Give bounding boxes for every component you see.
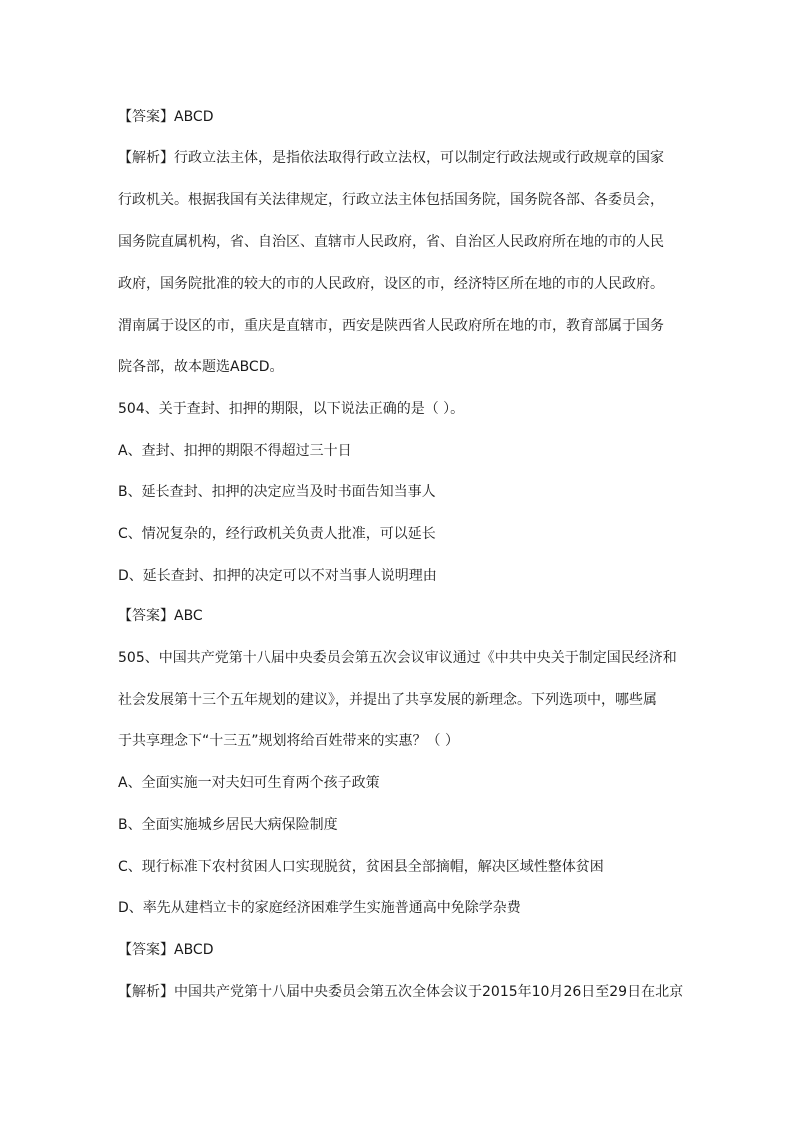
analysis-line: 政府，国务院批准的较大的市的人民政府，设区的市，经济特区所在地的市的人民政府。 [118, 276, 664, 292]
question-505-cont: 社会发展第十三个五年规划的建议》，并提出了共享发展的新理念。下列选项中，哪些属 [118, 692, 657, 708]
analysis-line: 行政机关。根据我国有关法律规定，行政立法主体包括国务院，国务院各部、各委员会， [118, 192, 664, 208]
option-d: D、率先从建档立卡的家庭经济困难学生实施普通高中免除学杂费 [118, 900, 521, 916]
option-c: C、现行标准下农村贫困人口实现脱贫，贫困县全部摘帽，解决区域性整体贫困 [118, 859, 604, 875]
analysis-line: 院各部，故本题选ABCD。 [118, 359, 284, 375]
analysis-line: 渭南属于设区的市，重庆是直辖市，西安是陕西省人民政府所在地的市，教育部属于国务 [118, 318, 664, 334]
option-b: B、全面实施城乡居民大病保险制度 [118, 817, 338, 833]
option-b: B、延长查封、扣押的决定应当及时书面告知当事人 [118, 484, 436, 500]
answer-label: 【答案】ABCD [118, 109, 214, 125]
answer-label: 【答案】ABCD [118, 942, 214, 958]
option-a: A、全面实施一对夫妇可生育两个孩子政策 [118, 775, 380, 791]
question-505: 505、中国共产党第十八届中央委员会第五次会议审议通过《中共中央关于制定国民经济和 [118, 650, 677, 666]
analysis-line: 【解析】行政立法主体，是指依法取得行政立法权，可以制定行政法规或行政规章的国家 [118, 150, 664, 166]
question-505-cont: 于共享理念下“十三五”规划将给百姓带来的实惠？（ ） [118, 733, 459, 749]
option-a: A、查封、扣押的期限不得超过三十日 [118, 443, 352, 459]
answer-label: 【答案】ABC [118, 608, 203, 624]
analysis-line: 【解析】中国共产党第十八届中央委员会第五次全体会议于2015年10月26日至29日在北京 [118, 984, 684, 1000]
question-504: 504、关于查封、扣押的期限，以下说法正确的是（ ）。 [118, 401, 465, 417]
option-c: C、情况复杂的，经行政机关负责人批准，可以延长 [118, 526, 436, 542]
analysis-line: 国务院直属机构，省、自治区、直辖市人民政府，省、自治区人民政府所在地的市的人民 [118, 234, 664, 250]
option-d: D、延长查封、扣押的决定可以不对当事人说明理由 [118, 568, 437, 584]
